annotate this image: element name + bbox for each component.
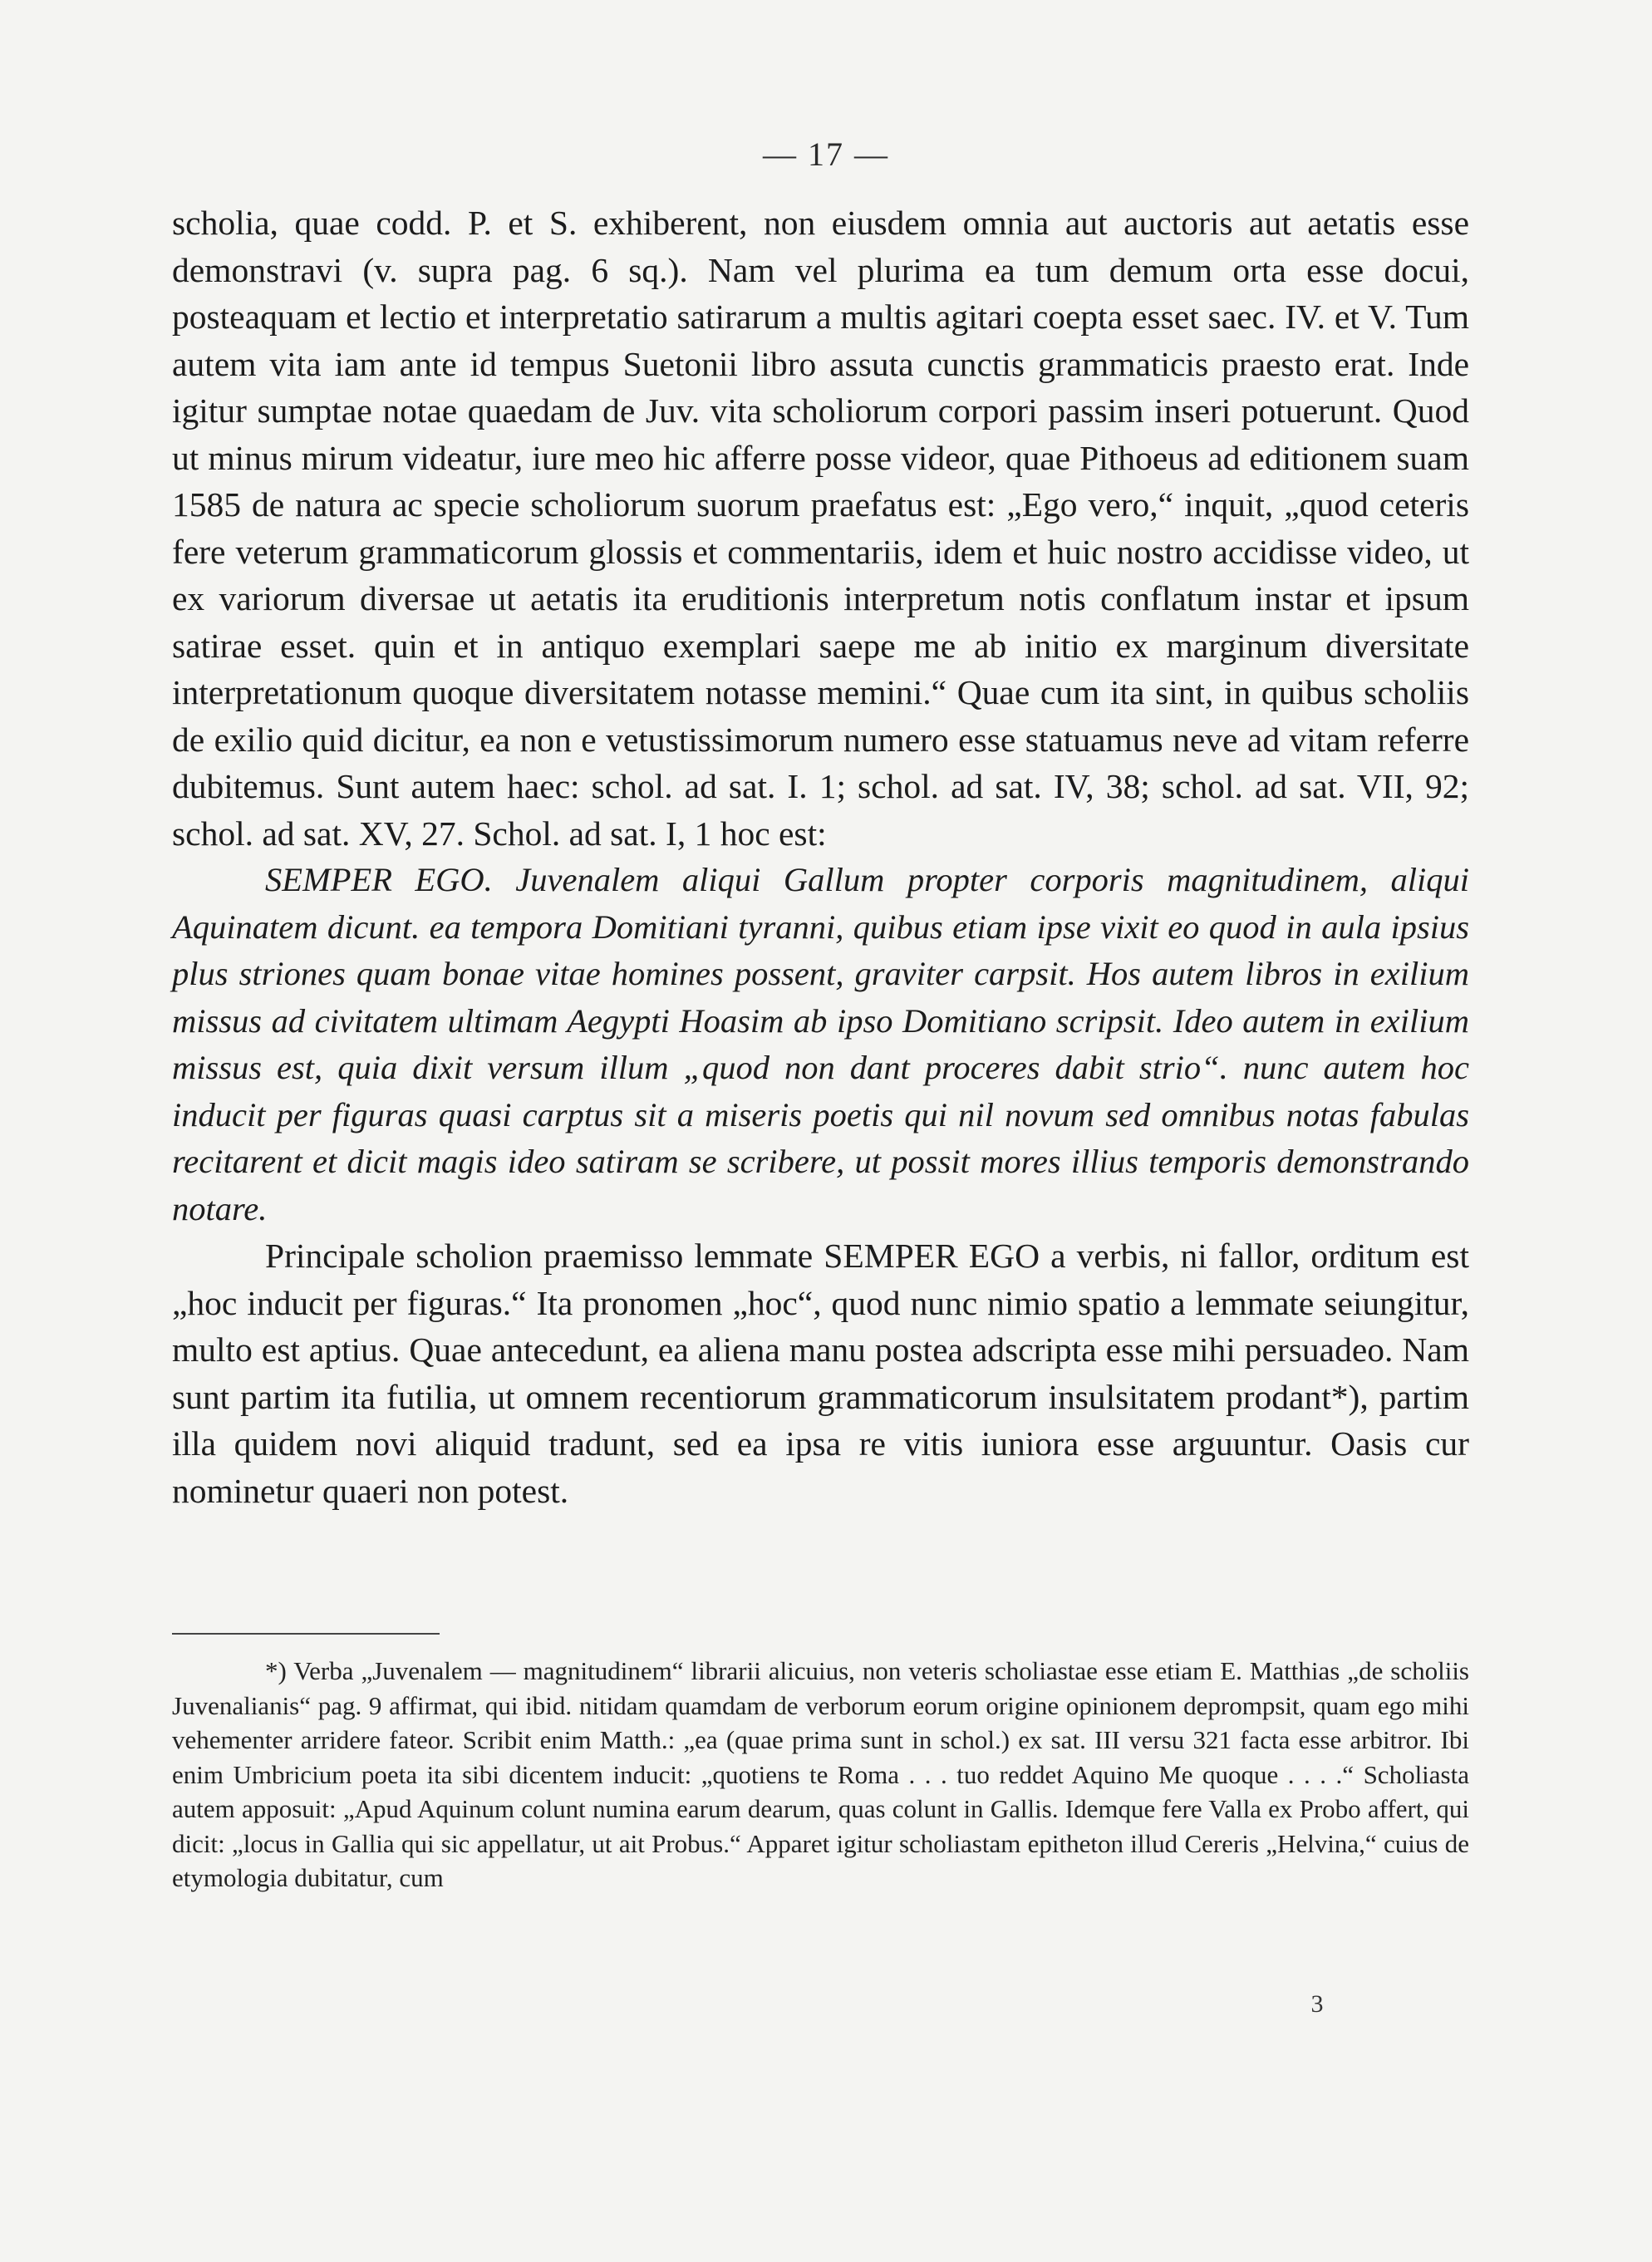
scholion-quotation: SEMPER EGO. Juvenalem aliqui Gallum propter corporis magnitudinem, aliqui Aquinatem dicunt. ea tempora Domitiani tyranni, quibus etiam ipse vixit eo quod in aula ipsius plus striones quam bonae vitae homines possent, graviter carpsit. Hos autem libros in exilium missus ad civitatem ultimam Aegypti Hoasim ab ipso Domitiano scripsit. Ideo autem in exilium missus est, quia dixit versum illum „quod non dant proceres dabit strio“. nunc autem hoc inducit per figuras quasi carptus sit a miseris poetis qui nil novum sed omnibus notas fabulas recitarent et dicit magis ideo satiram se scribere, ut possit mores illius temporis demonstrando notare. [172, 861, 1469, 1227]
body-paragraph: scholia, quae codd. P. et S. exhiberent, non eiusdem omnia aut auctoris aut aetatis esse demonstravi (v. supra pag. 6 sq.). Nam vel plurima ea tum demum orta esse docui, posteaquam et lectio et interpretatio satirarum a multis agitari coepta esset saec. IV. et V. Tum autem vita iam ante id tempus Suetonii libro assuta cunctis grammaticis praesto erat. Inde igitur sumptae notae quaedam de Juv. vita scholiorum corpori passim inseri potuerunt. Quod ut minus mirum videatur, iure meo hic afferre posse videor, quae Pithoeus ad editionem suam 1585 de natura ac specie scholiorum suorum praefatus est: „Ego vero,“ inquit, „quod ceteris fere veterum grammaticorum glossis et commentariis, idem et huic nostro accidisse video, ut ex variorum diversae ut aetatis ita eruditionis interpretum notis conflatum instar et ipsum satirae esset. quin et in antiquo exemplari saepe me ab initio ex marginum diversitate interpretationum quoque diversitatem notasse memini.“ Quae cum ita sint, in quibus scholiis de exilio quid dicitur, ea non e vetustissimorum numero esse statuamus neve ad vitam referre dubitemus. Sunt autem haec: schol. ad sat. I. 1; schol. ad sat. IV, 38; schol. ad sat. VII, 92; schol. ad sat. XV, 27. Schol. ad sat. I, 1 hoc est: [172, 204, 1469, 853]
signature-mark: 3 [1310, 1990, 1324, 2018]
body-paragraph: Principale scholion praemisso lemmate SEMPER EGO a verbis, ni fallor, orditum est „hoc inducit per figuras.“ Ita pronomen „hoc“, quod nunc nimio spatio a lemmate seiungitur, multo est aptius. Quae antecedunt, ea aliena manu postea adscripta esse mihi persuadeo. Nam sunt partim ita futilia, ut omnem recentiorum grammaticorum insulsitatem prodant*), partim illa quidem novi aliquid tradunt, sed ea ipsa re vitis iuniora esse arguuntur. Oasis cur nominetur quaeri non potest. [172, 1237, 1469, 1510]
footnote: *) Verba „Juvenalem — magnitudinem“ librarii alicuius, non veteris scholiastae esse etiam E. Matthias „de scholiis Juvenalianis“ pag. 9 affirmat, qui ibid. nitidam quamdam de verborum eorum origine opinionem deprompsit, quam ego mihi vehementer arridere fateor. Scribit enim Matth.: „ea (quae prima sunt in schol.) ex sat. III versu 321 facta esse arbitror. Ibi enim Umbricium poeta ita sibi dicentem inducit: „quotiens te Roma . . . tuo reddet Aquino Me quoque . . . .“ Scholiasta autem apposuit: „Apud Aquinum colunt numina earum dearum, quas colunt in Gallis. Idemque fere Valla ex Probo affert, qui dicit: „locus in Gallia qui sic appellatur, ut ait Probus.“ Apparet igitur scholiastam epitheton illud Cereris „Helvina,“ cuius de etymologia dubitatur, cum [172, 1656, 1469, 1892]
footnotes [172, 1654, 1469, 1896]
main-text [172, 199, 1469, 1514]
page-number: — 17 — [763, 135, 889, 173]
footnote-divider [172, 1633, 440, 1635]
